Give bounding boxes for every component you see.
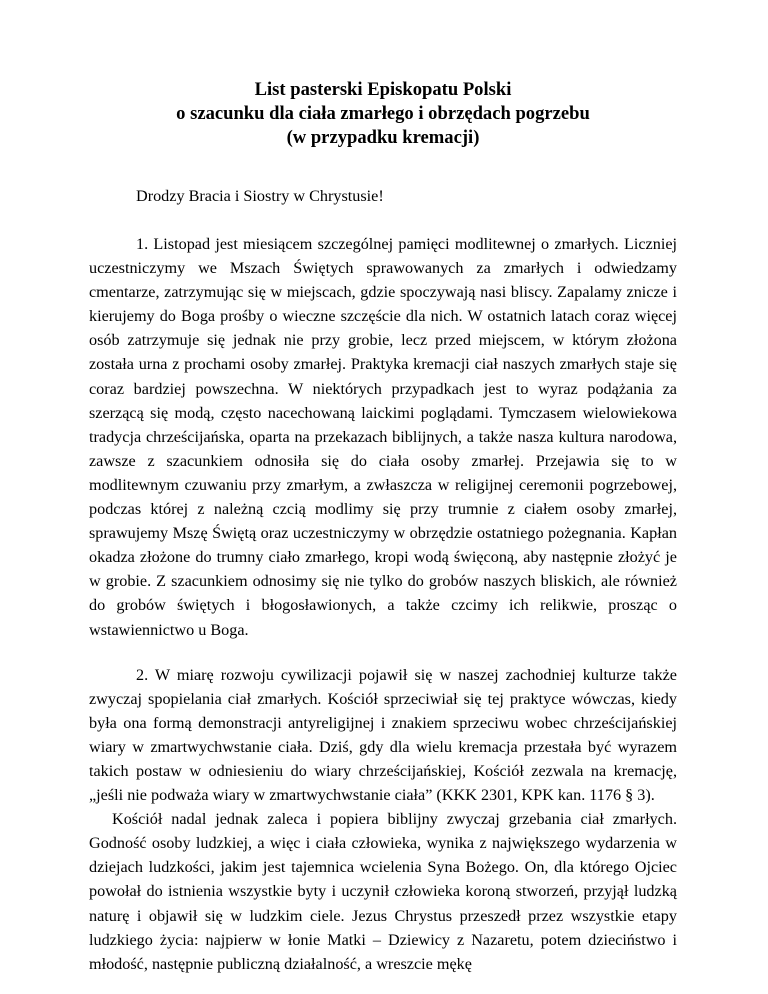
document-page: [89, 78, 677, 976]
document-title: [89, 78, 677, 150]
title-line-1: List pasterski Episkopatu Polski: [254, 79, 512, 100]
paragraph-2: 2. W miarę rozwoju cywilizacji pojawił się w naszej zachodniej kulturze także zwyczaj spopielania ciał zmarłych. Kościół sprzeciwiał się tej praktyce wówczas, kiedy była ona formą demonstracji antyreligijnej i znakiem sprzeciwu wobec chrześcijańskiej wiary w zmartwychwstanie ciała. Dziś, gdy dla wielu kremacja przestała być wyrazem takich postaw w odniesieniu do wiary chrześcijańskiej, Kościół zezwala na kremację, „jeśli nie podważa wiary w zmartwychwstanie ciała” (KKK 2301, KPK kan. 1176 § 3).: [89, 665, 677, 805]
paragraph-3: Kościół nadal jednak zaleca i popiera biblijny zwyczaj grzebania ciał zmarłych. Godność osoby ludzkiej, a więc i ciała człowieka, wynika z największego wydarzenia w dziejach ludzkości, jakim jest tajemnica wcielenia Syna Bożego. On, dla którego Ojciec powołał do istnienia wszystkie byty i uczynił człowieka koroną stworzeń, przyjął ludzką naturę i objawił się w ludzkim ciele. Jezus Chrystus przeszedł przez wszystkie etapy ludzkiego życia: najpierw w łonie Matki – Dziewicy z Nazaretu, potem dzieciństwo i młodość, następnie publiczną działalność, a wreszcie mękę: [89, 810, 677, 973]
paragraph-1: 1. Listopad jest miesiącem szczególnej pamięci modlitewnej o zmarłych. Liczniej uczestniczymy we Mszach Świętych sprawowanych za zmarłych i odwiedzamy cmentarze, zatrzymując się w miejscach, gdzie spoczywają nasi bliscy. Zapalamy znicze i kierujemy do Boga prośby o wieczne szczęście dla nich. W ostatnich latach coraz więcej osób zatrzymuje się jednak nie przy grobie, lecz przed miejscem, w którym złożona została urna z prochami osoby zmarłej. Praktyka kremacji ciał naszych zmarłych staje się coraz bardziej powszechna. W niektórych przypadkach jest to wyraz podążania za szerzącą się modą, często nacechowaną laickimi poglądami. Tymczasem wielowiekowa tradycja chrześcijańska, oparta na przekazach biblijnych, a także nasza kultura narodowa, zawsze z szacunkiem odnosiła się do ciała osoby zmarłej. Przejawia się to w modlitewnym czuwaniu przy zmarłym, a zwłaszcza w religijnej ceremonii pogrzebowej, podczas której z należną czcią modlimy się przy trumnie z ciałem osoby zmarłej, sprawujemy Mszę Świętą oraz uczestniczymy w obrzędzie ostatniego pożegnania. Kapłan okadza złożone do trumny ciało zmarłego, kropi wodą święconą, aby następnie złożyć je w grobie. Z szacunkiem odnosimy się nie tylko do grobów naszych bliskich, ale również do grobów świętych i błogosławionych, a także czcimy ich relikwie, prosząc o wstawiennictwo u Boga.: [89, 235, 677, 639]
title-line-3: (w przypadku kremacji): [286, 127, 480, 148]
title-line-2: o szacunku dla ciała zmarłego i obrzędach pogrzebu: [176, 103, 590, 124]
greeting: Drodzy Bracia i Siostry w Chrystusie!: [136, 187, 384, 205]
